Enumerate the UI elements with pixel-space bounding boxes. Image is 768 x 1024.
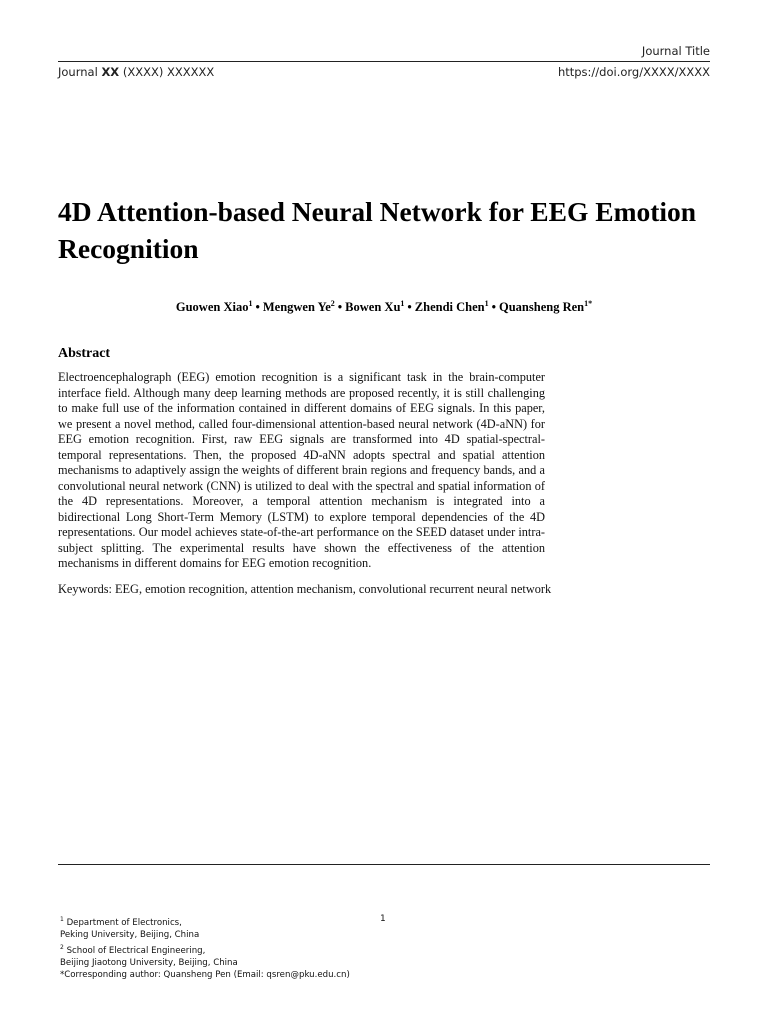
author-name: Bowen Xu	[345, 300, 401, 315]
footnote-text: *Corresponding author: Quansheng Pen (Email: qsren@pku.edu.cn)	[60, 970, 350, 981]
journal-issue: (XXXX) XXXXXX	[122, 65, 215, 79]
footnotes	[60, 914, 350, 982]
author-separator: •	[407, 300, 412, 315]
header-rule	[58, 61, 710, 62]
footnote-text: School of Electrical Engineering,	[66, 945, 206, 956]
journal-prefix: Journal	[58, 65, 98, 79]
footnote-text: Peking University, Beijing, China	[60, 930, 200, 941]
abstract-text: Electroencephalograph (EEG) emotion recognition is a significant task in the brain-computer interface field. Although many deep learning methods are proposed recently, it is still challenging to make full use of the information contained in different domains of EEG signals. In this paper, we present a novel method, called four-dimensional attention-based neural network (4D-aNN) for EEG emotion recognition. First, raw EEG signals are transformed into 4D spatial-spectral-temporal representations. Then, the proposed 4D-aNN adopts spectral and spatial attention mechanisms to adaptively assign the weights of different brain regions and frequency bands, and a convolutional neural network (CNN) is utilized to deal with the spectral and spatial information of the 4D representations. Moreover, a temporal attention mechanism is integrated into a bidirectional Long Short-Term Memory (LSTM) to explore temporal dependencies of the 4D representations. Our model achieves state-of-the-art performance on the SEED dataset under intra-subject splitting. The experimental results have shown the effectiveness of the attention mechanisms in different domains for EEG emotion recognition.	[58, 370, 545, 570]
footnote-line	[60, 942, 350, 957]
journal-reference	[58, 65, 214, 79]
author	[263, 300, 335, 314]
footnote-mark: 2	[60, 943, 64, 951]
journal-title: Journal Title	[641, 44, 710, 58]
author	[176, 300, 253, 314]
footnote-text: Department of Electronics,	[66, 917, 182, 928]
page-number: 1	[380, 914, 386, 924]
author-name: Quansheng Ren	[499, 300, 585, 315]
abstract-heading: Abstract	[58, 346, 111, 361]
doi-link[interactable]: https://doi.org/XXXX/XXXX	[557, 65, 710, 79]
footer-rule	[58, 864, 710, 865]
author-affiliation: 2	[330, 299, 335, 308]
author-list	[0, 299, 768, 315]
footnote-line	[60, 969, 350, 981]
author	[415, 300, 489, 314]
footnote-line	[60, 957, 350, 969]
author	[499, 300, 592, 314]
footnote-text: Beijing Jiaotong University, Beijing, China	[60, 957, 238, 968]
author-separator: •	[337, 300, 343, 315]
author-name: Mengwen Ye	[262, 300, 331, 315]
footnote-line	[60, 929, 350, 941]
footnote-line	[60, 914, 350, 929]
author	[345, 300, 404, 314]
author-affiliation: 1	[248, 299, 253, 308]
author-separator: •	[255, 300, 260, 315]
author-affiliation: 1	[400, 299, 405, 308]
footnote-mark: 1	[60, 916, 64, 923]
author-name: Zhendi Chen	[414, 300, 485, 315]
author-affiliation: 1	[484, 299, 489, 308]
author-name: Guowen Xiao	[175, 300, 249, 315]
keywords: Keywords: EEG, emotion recognition, attention mechanism, convolutional recurrent neural network	[58, 582, 552, 596]
journal-volume: XX	[101, 65, 120, 79]
author-affiliation: 1*	[584, 299, 593, 308]
paper-title: 4D Attention-based Neural Network for EEG Emotion Recognition	[58, 196, 697, 264]
author-separator: •	[491, 300, 496, 315]
